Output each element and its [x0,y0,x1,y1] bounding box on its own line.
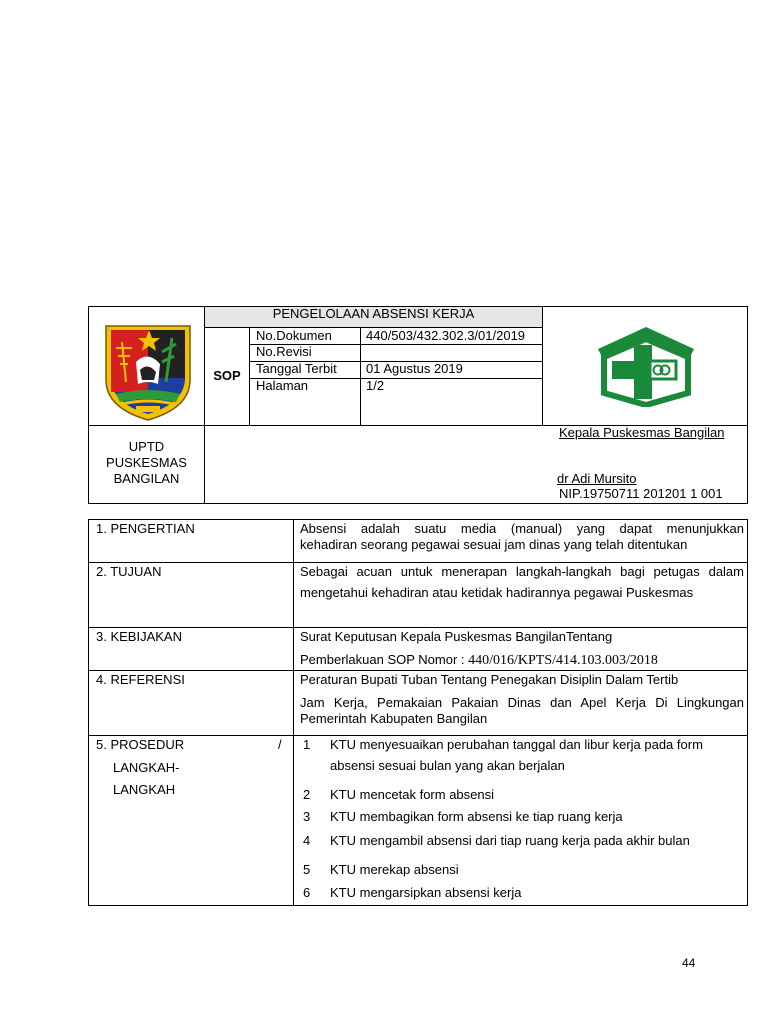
signer-name: dr Adi Mursito [557,471,637,486]
section-label-tujuan: 2. TUJUAN [96,564,162,579]
step-number: 3 [303,809,311,824]
field-label-halaman: Halaman [256,378,309,393]
step-text: KTU mengambil absensi dari tiap ruang kerja pada akhir bulan [330,833,690,848]
step-text: KTU merekap absensi [330,862,459,877]
tujuan-text-line2: mengetahui kehadiran atau ketidak hadirannya pegawai Puskesmas [300,585,694,600]
field-label-tanggal-terbit: Tanggal Terbit [256,361,337,376]
referensi-text-line1: Peraturan Bupati Tuban Tentang Penegakan Disiplin Dalam Tertib [300,672,679,687]
prosedur-label-line3: LANGKAH [113,782,176,797]
kebijakan-text-line2-prefix: Pemberlakuan SOP Nomor : [300,652,469,667]
sop-label: SOP [213,368,241,383]
field-value-halaman: 1/2 [366,378,385,393]
tujuan-text-line1: Sebagai acuan untuk menerapan langkah-langkah bagi petugas dalam [300,564,744,579]
referensi-text-line2: Jam Kerja, Pemakaian Pakaian Dinas dan Apel Kerja Di Lingkungan [300,695,744,710]
kebijakan-text-line2 [300,652,658,669]
field-label-no-dokumen: No.Dokumen [256,328,332,343]
prosedur-label-line2: LANGKAH- [113,760,180,775]
section-label-kebijakan: 3. KEBIJAKAN [96,629,182,644]
signer-nip: NIP.19750711 201201 1 001 [559,486,723,501]
step-number: 2 [303,787,311,802]
step-number: 6 [303,885,311,900]
step-text: KTU membagikan form absensi ke tiap ruang kerja [330,809,623,824]
step-text-continued: absensi sesuai bulan yang akan berjalan [330,758,565,773]
signer-title: Kepala Puskesmas Bangilan [559,425,725,440]
section-label-referensi: 4. REFERENSI [96,672,185,687]
section-label-pengertian: 1. PENGERTIAN [96,521,195,536]
pengertian-text-line1: Absensi adalah suatu media (manual) yang dapat menunjukkan [300,521,744,536]
step-number: 4 [303,833,311,848]
field-value-no-dokumen: 440/503/432.302.3/01/2019 [366,328,526,343]
step-text: KTU mencetak form absensi [330,787,495,802]
page-number: 44 [682,956,696,970]
pengertian-text-line2: kehadiran seorang pegawai sesuai jam dinas yang telah ditentukan [300,537,688,552]
document-title: PENGELOLAAN ABSENSI KERJA [272,306,475,321]
section-label-prosedur: 5. PROSEDUR [96,737,185,752]
regency-coat-of-arms-logo [102,322,194,422]
step-text: KTU menyesuaikan perubahan tanggal dan libur kerja pada form [330,737,703,752]
kebijakan-decree-number: 440/016/KPTS/414.103.003/2018 [468,653,658,668]
step-text: KTU mengarsipkan absensi kerja [330,885,522,900]
referensi-text-line3: Pemerintah Kabupaten Bangilan [300,711,488,726]
field-value-tanggal-terbit: 01 Agustus 2019 [366,361,463,376]
org-name-line1: UPTD [128,439,165,454]
org-name-line2: PUSKESMAS [106,455,187,470]
step-number: 1 [303,737,311,752]
kebijakan-text-line1: Surat Keputusan Kepala Puskesmas BangilanTentang [300,629,613,644]
puskesmas-green-cross-logo [594,323,698,407]
step-number: 5 [303,862,311,877]
prosedur-label-slash: / [278,737,282,752]
org-name-line3: BANGILAN [113,471,180,486]
field-label-no-revisi: No.Revisi [256,344,312,359]
